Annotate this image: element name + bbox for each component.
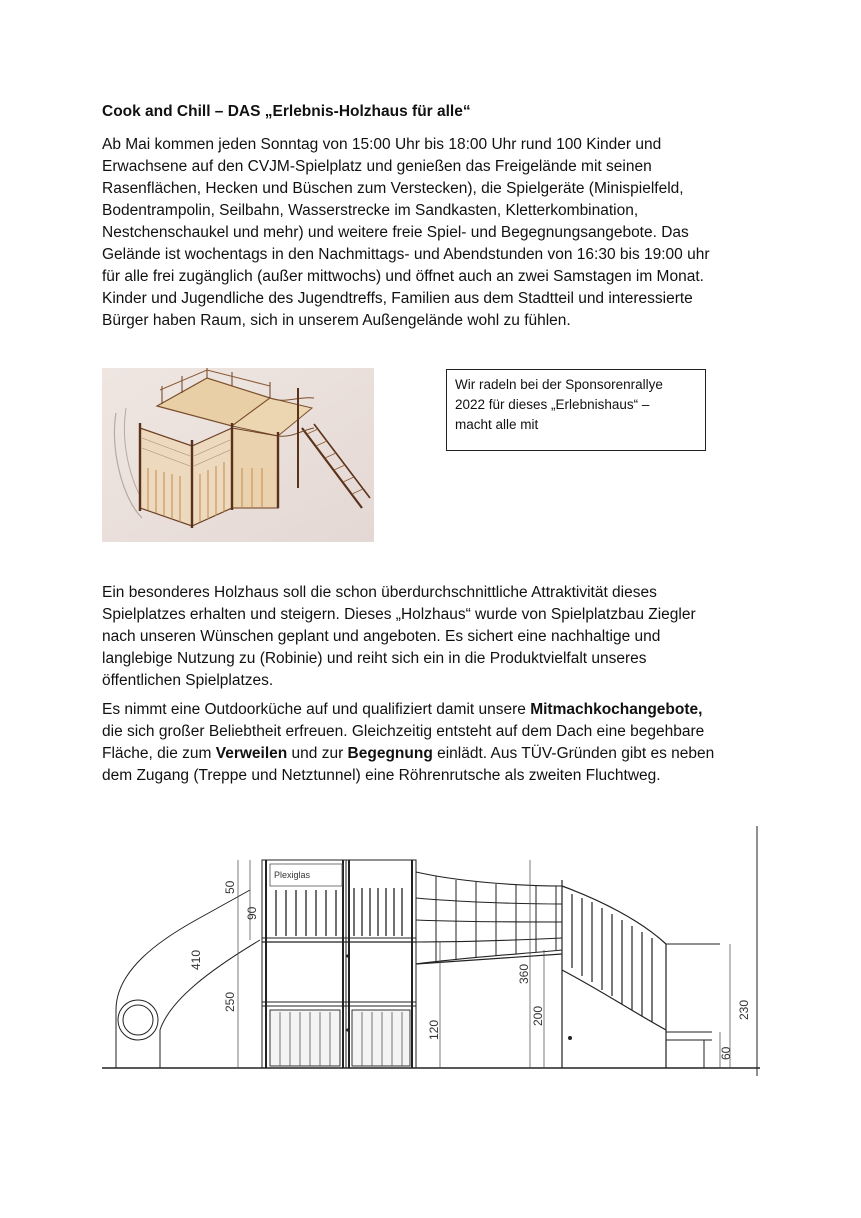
dimension-label: 410 [189,949,203,970]
bold-term-begegnung: Begegnung [347,745,433,762]
technical-elevation-drawing [100,820,762,1080]
dimension-label: 50 [223,880,237,894]
text-segment: Fläche, die zum [102,745,216,762]
text-line: Bodentrampolin, Seilbahn, Wasserstrecke im Sandkasten, Kletterkombination, [102,202,639,219]
dimension-label: 90 [245,906,259,920]
text-line: Spielplatzes erhalten und steigern. Dieses „Holzhaus“ wurde von Spielplatzbau Ziegler [102,606,696,623]
bold-term-mitmachkochangebote: Mitmachkochangebote, [530,701,703,718]
plexiglas-label: Plexiglas [274,870,311,880]
text-line: Bürger haben Raum, sich in unserem Außengelände wohl zu fühlen. [102,312,571,329]
bold-term-verweilen: Verweilen [215,745,288,762]
dimension-label: 200 [531,1005,545,1026]
sponsor-rally-callout-box [446,369,706,451]
text-segment: einlädt. Aus TÜV-Gründen gibt es neben [432,745,715,762]
text-line: Ab Mai kommen jeden Sonntag von 15:00 Uhr bis 18:00 Uhr rund 100 Kinder und [102,136,662,153]
dimension-label: 230 [737,999,751,1020]
text-line: Rasenflächen, Hecken und Büschen zum Verstecken), die Spielgeräte (Minispielfeld, [102,180,684,197]
playhouse-sketch-image [102,368,374,542]
dimension-label: 250 [223,991,237,1012]
holzhaus-paragraph [102,582,762,692]
document-title: Cook and Chill – DAS „Erlebnis-Holzhaus für alle“ [102,103,471,120]
outdoor-kitchen-paragraph [102,699,762,787]
text-line [102,743,762,765]
callout-line: macht alle mit [455,417,539,432]
text-line: Nestchenschaukel und mehr) und weitere freie Spiel- und Begegnungsangebote. Das [102,224,689,241]
text-line: Kinder und Jugendliche des Jugendtreffs, Familien aus dem Stadtteil und interessierte [102,290,693,307]
dimension-label: 360 [517,963,531,984]
text-line: Ein besonderes Holzhaus soll die schon überdurchschnittliche Attraktivität dieses [102,584,657,601]
text-line: Gelände ist wochentags in den Nachmittags- und Abendstunden von 16:30 bis 19:00 uhr [102,246,710,263]
text-segment: und zur [287,745,348,762]
text-line: die sich großer Beliebtheit erfreuen. Gleichzeitig entsteht auf dem Dach eine begehbare [102,723,705,740]
text-segment: Es nimmt eine Outdoorküche auf und qualifiziert damit unsere [102,701,531,718]
intro-paragraph [102,134,762,332]
callout-line: 2022 für dieses „Erlebnishaus“ – [455,397,650,412]
text-line: öffentlichen Spielplatzes. [102,672,274,689]
text-line: nach unseren Wünschen geplant und angeboten. Es sichert eine nachhaltige und [102,628,661,645]
text-line: Erwachsene auf den CVJM-Spielplatz und genießen das Freigelände mit seinen [102,158,652,175]
text-line: für alle frei zugänglich (außer mittwochs) und öffnet auch an zwei Samstagen im Monat. [102,268,704,285]
dimension-label: 120 [427,1019,441,1040]
text-line: langlebige Nutzung zu (Robinie) und reiht sich ein in die Produktvielfalt unseres [102,650,647,667]
text-line [102,699,762,721]
callout-line: Wir radeln bei der Sponsorenrallye [455,377,663,392]
dimension-label: 60 [719,1046,733,1060]
text-line: dem Zugang (Treppe und Netztunnel) eine Röhrenrutsche als zweiten Fluchtweg. [102,767,661,784]
